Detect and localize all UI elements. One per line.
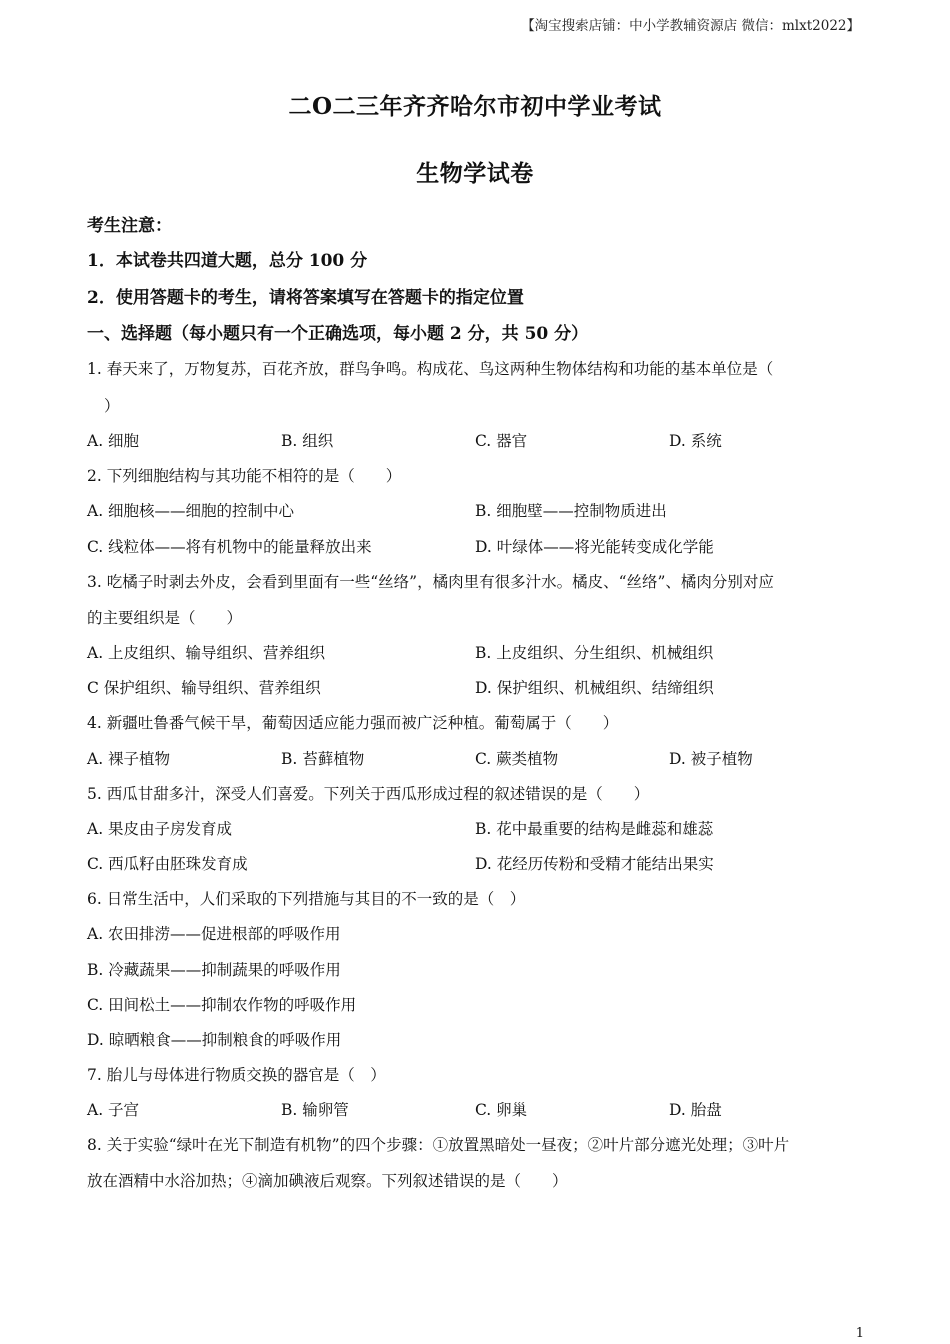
- option: C. 田间松土——抑制农作物的呼吸作用: [87, 996, 357, 1014]
- question-stem: 5. 西瓜甘甜多汁，深受人们喜爱。下列关于西瓜形成过程的叙述错误的是（ ）: [87, 785, 650, 803]
- option: A. 裸子植物: [87, 750, 171, 768]
- option: B. 苔藓植物: [281, 750, 365, 768]
- notice-item: 2．使用答题卡的考生，请将答案填写在答题卡的指定位置: [87, 288, 524, 308]
- option: C. 蕨类植物: [475, 750, 559, 768]
- option: D. 叶绿体——将光能转变成化学能: [475, 538, 714, 556]
- option: A. 细胞: [87, 432, 140, 450]
- option: C. 西瓜籽由胚珠发育成: [87, 855, 248, 873]
- question-stem: 的主要组织是（ ）: [87, 609, 243, 627]
- question-stem: 6. 日常生活中，人们采取的下列措施与其目的不一致的是（ ）: [87, 890, 526, 908]
- option: B. 输卵管: [281, 1101, 349, 1119]
- option: C. 器官: [475, 432, 528, 450]
- question-stem: 2. 下列细胞结构与其功能不相符的是（ ）: [87, 467, 402, 485]
- question-stem: 8. 关于实验“绿叶在光下制造有机物”的四个步骤：①放置黑暗处一昼夜；②叶片部分遮光处理；③叶片: [87, 1136, 790, 1154]
- notice-item: 1．本试卷共四道大题，总分 100 分: [87, 251, 368, 271]
- option: A. 上皮组织、输导组织、营养组织: [87, 644, 326, 662]
- option: A. 细胞核——细胞的控制中心: [87, 502, 295, 520]
- exam-subtitle: 生物学试卷: [416, 160, 534, 187]
- option: B. 冷藏蔬果——抑制蔬果的呼吸作用: [87, 961, 341, 979]
- question-stem: 放在酒精中水浴加热；④滴加碘液后观察。下列叙述错误的是（ ）: [87, 1172, 568, 1190]
- option: A. 果皮由子房发育成: [87, 820, 233, 838]
- question-stem: 1. 春天来了，万物复苏，百花齐放，群鸟争鸣。构成花、鸟这两种生物体结构和功能的基本单位是（: [87, 360, 774, 378]
- option: D. 系统: [669, 432, 722, 450]
- option: D. 晾晒粮食——抑制粮食的呼吸作用: [87, 1031, 342, 1049]
- question-stem: ）: [104, 397, 120, 415]
- exam-title: 二O二三年齐齐哈尔市初中学业考试: [288, 93, 662, 120]
- option: B. 组织: [281, 432, 334, 450]
- option: A. 农田排涝——促进根部的呼吸作用: [87, 925, 341, 943]
- option: B. 上皮组织、分生组织、机械组织: [475, 644, 714, 662]
- notice-heading: 考生注意：: [87, 216, 172, 236]
- option: D. 花经历传粉和受精才能结出果实: [475, 855, 714, 873]
- option: D. 被子植物: [669, 750, 753, 768]
- option: B. 细胞壁——控制物质进出: [475, 502, 667, 520]
- question-stem: 4. 新疆吐鲁番气候干旱，葡萄因适应能力强而被广泛种植。葡萄属于（ ）: [87, 714, 619, 732]
- question-stem: 3. 吃橘子时剥去外皮，会看到里面有一些“丝络”，橘肉里有很多汁水。橘皮、“丝络”、橘肉分别对应: [87, 573, 774, 591]
- option: B. 花中最重要的结构是雌蕊和雄蕊: [475, 820, 714, 838]
- option: C 保护组织、输导组织、营养组织: [87, 679, 321, 697]
- option: C. 线粒体——将有机物中的能量释放出来: [87, 538, 372, 556]
- option: D. 保护组织、机械组织、结缔组织: [475, 679, 714, 697]
- option: C. 卵巢: [475, 1101, 528, 1119]
- option: A. 子宫: [87, 1101, 140, 1119]
- section-heading: 一、选择题（每小题只有一个正确选项，每小题 2 分，共 50 分）: [87, 324, 589, 344]
- header-note: 【淘宝搜索店铺：中小学教辅资源店 微信：mlxt2022】: [521, 18, 860, 34]
- question-stem: 7. 胎儿与母体进行物质交换的器官是（ ）: [87, 1066, 386, 1084]
- page-number: 1: [855, 1326, 864, 1341]
- option: D. 胎盘: [669, 1101, 722, 1119]
